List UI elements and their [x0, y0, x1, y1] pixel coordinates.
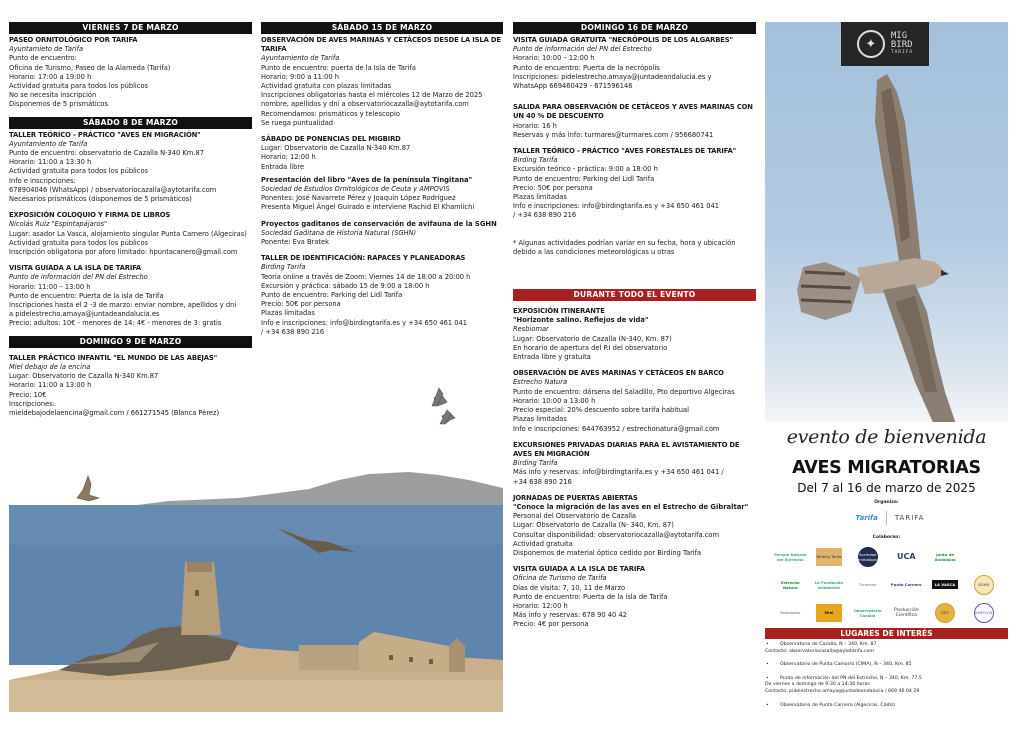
event-detail-line: Horario: 12:00 h [261, 153, 316, 162]
event-title: TALLER DE IDENTIFICACIÓN: RAPACES Y PLANEADORAS [261, 254, 466, 263]
event-organizer: Sociedad Gaditana de Historia Natural (SGHN) [261, 228, 417, 237]
event-detail-line: Presenta Miguel Ángel Guirado e interviene Rachid El Khamlichi [261, 203, 475, 212]
collaborator-logo: Junta de Andalucía [934, 551, 956, 562]
event-block [9, 264, 252, 328]
migbird-logo [841, 22, 929, 66]
logo-line-1: MIG [890, 31, 908, 41]
colaboran-label: Colaboran: [872, 535, 901, 540]
event-detail-line: Recomendamos: prismáticos y telescopio [261, 109, 400, 118]
event-organizer: Estrecho Natura [513, 378, 568, 387]
event-detail-line: Horario: 12:00 h [513, 601, 568, 610]
event-block [513, 369, 756, 433]
event-detail-line: +34 638 890 216 [513, 477, 572, 486]
event-title: PASEO ORNITOLÓGICO POR TARIFA [9, 36, 138, 44]
event-detail-line: Punto de encuentro: Puerta de la isla de Tarifa [513, 592, 668, 601]
flying-bird-icon [77, 476, 99, 501]
organizer-logos [840, 510, 940, 526]
event-detail-line: Inscripciones obligatorias hasta el miércoles 12 de Marzo de 2025 [261, 91, 483, 100]
event-detail-line: Plazas limitadas [513, 415, 567, 424]
event-block [513, 307, 756, 362]
event-detail-line: Inscripciones hasta el 2 -3 de marzo: enviar nombre, apellidos y dni [9, 301, 237, 310]
event-block [261, 36, 503, 128]
event-detail-line: Disponemos de 5 prismáticos [9, 100, 108, 109]
organiza-label: Organiza: [874, 500, 899, 505]
event-title: VISITA GUIADA A LA ISLA DE TARIFA [513, 565, 646, 574]
place-name: Observatorio de Punta Carnero (Algeciras, Cádiz) [780, 702, 896, 708]
place-detail: De viernes a domingo de 9:30 a 14:30 horas [765, 682, 870, 688]
event-title: AVES MIGRATORIAS [792, 458, 981, 478]
event-detail-line: nombre, apellidos y dni a observatoriocazalla@aytotarifa.com [261, 100, 469, 109]
event-detail-line: Punto de encuentro: Parking del Lidl Tarifa [261, 291, 403, 300]
event-block [9, 211, 252, 257]
event-organizer: Birding Tarifa [261, 263, 306, 272]
place-detail: Contacto: pidelestrecho.amaya@juntadeandalucia / 669 46 04 29 [765, 688, 920, 694]
event-organizer: Birding Tarifa [513, 459, 558, 468]
event-block [261, 220, 503, 248]
event-organizer: Resbiomar [513, 325, 549, 334]
event-title: VISITA GUIADA GRATUITA "NECRÓPOLIS DE LOS ALGARBES" [513, 36, 733, 44]
place-item [765, 662, 1008, 669]
event-title: JORNADAS DE PUERTAS ABIERTAS [513, 493, 638, 502]
collaborator-logo: Miel [816, 604, 842, 622]
event-detail-line: Horario: 10:00 a 13:00 h [513, 396, 596, 405]
event-block [9, 36, 252, 110]
event-detail-line: Horario: 16 h [513, 121, 557, 130]
event-block [513, 494, 756, 558]
event-title: SÁBADO DE PONENCIAS DEL MIGBIRD [261, 135, 401, 144]
event-detail-line: Precio: adultos: 10€ - menores de 14: 4€ - menores de 3: gratis [9, 319, 222, 328]
event-detail-line: Info e inscripciones: info@birdingtarifa.es y +34 650 461 041 [513, 202, 720, 211]
event-detail-line: Punto de encuentro: Puerta de la necrópolis [513, 63, 660, 72]
event-detail-line: a pidelestrecho.amaya@juntadeandalucia.es [9, 310, 160, 319]
event-detail-line: Punto de encuentro: observatorio de Cazalla N-340 Km.87 [9, 149, 204, 158]
event-detail-line: Lugar: Observatorio de Cazalla (N- 340, Km. 87) [513, 521, 674, 530]
event-detail-line: Inscripciones: pidelestrecho.amaya@juntadeandalucia.es y [513, 72, 712, 81]
column-2 [261, 22, 503, 344]
event-title: Presentación del libro "Aves de la península Tingitana" [261, 175, 473, 184]
event-detail-line: Días de visita: 7, 10, 11 de Marzo [513, 583, 626, 592]
event-detail-line: Excursión y práctica: sábado 15 de 9:00 a 18:00 h [261, 281, 430, 290]
event-title: SALIDA PARA OBSERVACIÓN DE CETÁCEOS Y AVES MARINAS CON UN 40 % DE DESCUENTO [513, 103, 753, 121]
place-item [765, 676, 1008, 696]
landscape-image [9, 380, 503, 712]
welcome-text: evento de bienvenida [786, 426, 987, 448]
event-title: EXPOSICIÓN COLOQUIO Y FIRMA DE LIBROS [9, 211, 171, 220]
event-detail-line: Actividad gratuita [513, 539, 573, 548]
event-title: EXPOSICIÓN ITINERANTE [513, 307, 605, 316]
logo-line-2: BIRD [890, 40, 913, 50]
event-detail-line: Disponemos de material óptico cedido por Birding Tarifa [513, 548, 702, 557]
event-detail-line: Ponentes: José Navarrete Pérez y Joaquín López Rodríguez [261, 194, 456, 203]
event-detail-line: Horario: 17:00 a 19:00 h [9, 72, 92, 81]
collaborator-logo: Birding Tarifa [816, 548, 842, 566]
collaborator-logo: Parque Natural del Estrecho [774, 551, 807, 562]
event-detail-line: Punto de encuentro: Puerta de la isla de Tarifa [9, 291, 164, 300]
event-detail-line: Info e inscripciones: info@birdingtarifa.es y +34 650 461 041 [261, 318, 468, 327]
collaborator-logo: Resbiomar [780, 610, 801, 615]
event-title: Proyectos gaditanos de conservación de avifauna de la SGHN [261, 219, 497, 228]
event-detail-line: mieldebajodelaencina@gmail.com / 661271545 (Blanca Pérez) [9, 408, 220, 417]
event-detail-line: Actividad gratuita con plazas limitadas [261, 82, 391, 91]
place-item [765, 642, 1008, 655]
logo-line-3: TARIFA [890, 50, 914, 55]
collaborator-logo: SEO [935, 603, 955, 623]
place-detail: Contacto: observatoriocazalla@aytotarifa.com [765, 648, 874, 654]
bullet-icon: • [766, 642, 769, 647]
event-detail-line: Info e inscripciones: 644763952 / estrechonatura@gmail.com [513, 424, 720, 433]
collaborator-logo: Turmares [858, 582, 877, 587]
bullet-icon: • [766, 675, 769, 681]
event-detail-line: Horario: 11:00 a 13:00 h [9, 381, 92, 390]
place-name: Observatorio de Cazalla, N – 340, Km. 87 [780, 642, 877, 647]
day-header-saturday-15: SÁBADO 15 DE MARZO [261, 22, 503, 34]
event-block [9, 131, 252, 205]
event-organizer: Sociedad de Estudios Ornitológicos de Ceuta y AMPOVIS [261, 185, 450, 194]
event-detail-line: Más info y reservas: info@birdingtarifa.es y +34 650 461 041 / [513, 468, 724, 477]
event-detail-line: Horario: 11:00 a 13:30 h [9, 158, 92, 167]
event-detail-line: / +34 638 890 216 [513, 211, 577, 220]
place-name: Observatorio de Punta Camorro (CIMA), N – 340, Km. 85 [780, 662, 912, 668]
event-detail-line: Entrada libre [261, 162, 305, 171]
event-detail-line: Precio: 4€ por persona [513, 620, 589, 629]
collaborator-logo: SGHN [974, 575, 994, 595]
event-subtitle: "Horizonte salino. Reflejos de vida" [513, 316, 649, 325]
column-3 [513, 22, 756, 637]
event-detail-line: Lugar: asador La Vasca, alojamiento singular Punta Carnero (Algeciras) [9, 229, 247, 238]
bullet-icon: • [766, 702, 769, 708]
disclaimer-note: * Algunas actividades podrían variar en su fecha, hora y ubicación debido a las condiciones meteorológicas u otras [513, 238, 736, 256]
event-detail-line: Teoría online a través de Zoom: Viernes 14 de 18:00 a 20:00 h [261, 272, 471, 281]
event-detail-line: Horario: 9:00 a 11:00 h [261, 72, 340, 81]
divider [886, 511, 887, 525]
event-detail-line: Precio: 50€ por persona [261, 300, 341, 309]
event-detail-line: Más info y reservas: 678 90 40 42 [513, 611, 627, 620]
event-detail-line: Ponente: Eva Bratek [261, 238, 330, 247]
event-block [513, 147, 756, 221]
place-name: Punto de información del PN del Estrecho, N – 340, Km. 77,5 [780, 675, 922, 681]
event-organizer: Punto de información del PN del Estrecho [9, 273, 148, 282]
event-detail-line: Punto de encuentro: [9, 54, 77, 63]
event-title: OBSERVACIÓN DE AVES MARINAS Y CETÁCEOS EN BARCO [513, 369, 724, 378]
collaborator-logo: Producción Científica [894, 607, 919, 618]
event-detail-line: Punto de encuentro: Parking del Lidl Tarifa [513, 174, 655, 183]
watchtower [181, 562, 221, 635]
event-organizer: Birding Tarifa [513, 156, 558, 165]
event-organizer: Oficina de Turismo de Tarifa [513, 574, 607, 583]
section-header-places: LUGARES DE INTERÉS [765, 628, 1008, 639]
event-detail-line: 678904046 (WhatsApp) / observatoriocazalla@aytotarifa.com [9, 185, 217, 194]
day-header-saturday-8: SÁBADO 8 DE MARZO [9, 117, 252, 129]
event-title: OBSERVACIÓN DE AVES MARINAS Y CETÁCEOS DESDE LA ISLA DE TARIFA [261, 36, 501, 54]
day-header-sunday-9: DOMINGO 9 DE MARZO [9, 336, 252, 348]
honey-buzzard-photo [765, 22, 1008, 422]
event-block [513, 565, 756, 629]
event-organizer: Punto de información del PN del Estrecho [513, 45, 652, 54]
event-detail-line: WhatsApp 669460429 - 671596146 [513, 82, 633, 91]
event-detail-line: Consultar disponibilidad: observatoriocazalla@aytotarifa.com [513, 530, 719, 539]
event-organizer: Miel debajo de la encina [9, 362, 91, 371]
event-detail-line: Lugar: Observatorio de Cazalla (N-340, Km. 87) [513, 334, 672, 343]
event-block [261, 176, 503, 213]
day-header-sunday-16: DOMINGO 16 DE MARZO [513, 22, 756, 34]
event-detail-line: Oficina de Turismo, Paseo de la Alameda (Tarifa) [9, 63, 171, 72]
cover-panel [765, 22, 1008, 712]
event-detail-line: Inscripción obligatoria por aforo limitado: hpuntacanero@gmail.com [9, 248, 238, 257]
event-detail-line: Inscripciones: [9, 399, 55, 408]
places-of-interest [765, 642, 1008, 716]
event-detail-line: Plazas limitadas [261, 309, 315, 318]
collaborator-logos [773, 543, 1001, 626]
section-header-all-event: DURANTE TODO EL EVENTO [513, 289, 756, 301]
event-detail-line: Punto de encuentro: puerta de la Isla de Tarifa [261, 63, 416, 72]
event-detail-line: Actividad gratuita para todos los públicos [9, 82, 149, 91]
raptor-image [765, 22, 1008, 422]
event-detail-line: Precio especial: 20% descuento sobre tarifa habitual [513, 406, 689, 415]
event-block [261, 254, 503, 337]
event-subtitle: "Conoce la migración de las aves en el Estrecho de Gibraltar" [513, 502, 749, 511]
event-organizer: Ayuntamieto de Tarifa [9, 45, 84, 54]
collaborator-logo: Sociedad Ornitológica [858, 547, 878, 567]
event-title: TALLER TEÓRICO - PRÁCTICO "AVES FORESTALES DE TARIFA" [513, 147, 736, 156]
event-organizer: Nicolás Ruíz "Espintapájaros" [9, 220, 108, 229]
event-title: TALLER TEÓRICO - PRÁCTICO "AVES EN MIGRACIÓN" [9, 130, 201, 139]
event-detail-line: Info e inscripciones: [9, 176, 76, 185]
event-detail-line: Lugar: Observatorio de Cazalla N-340 Km.87 [9, 372, 159, 381]
event-block [513, 103, 756, 140]
event-detail-line: Reservas y más info: turmares@turmares.com / 956680741 [513, 130, 714, 139]
event-detail-line: Horario: 11:00 – 13:00 h [9, 282, 91, 291]
tarifa-organizer-logo: Tarifa [855, 514, 878, 522]
event-title: TALLER PRÁCTICO INFANTIL "EL MUNDO DE LAS ABEJAS" [9, 353, 218, 362]
event-detail-line: Actividad gratuita para todos los públicos [9, 238, 149, 247]
event-detail-line: Necesarios prismáticos (disponemos de 5 prismáticos) [9, 195, 192, 204]
stork-pair-icon [432, 388, 455, 424]
bullet-icon: • [766, 662, 769, 668]
event-detail-line: Actividad gratuita para todos los públicos [9, 167, 149, 176]
event-organizer: Ayuntamiento de Tarifa [261, 54, 340, 63]
collaborator-logo: Estrecho Natura [780, 579, 800, 590]
event-dates: Del 7 al 16 de marzo de 2025 [797, 481, 976, 495]
day-header-friday-7: VIERNES 7 DE MARZO [9, 22, 252, 34]
event-detail-line: Precio: 50€ por persona [513, 183, 593, 192]
place-item [765, 703, 1008, 710]
column-1 [9, 22, 252, 425]
event-detail-line: Personal del Observatorio de Cazalla [513, 512, 637, 521]
event-detail-line: Entrada libre y gratuita [513, 353, 591, 362]
event-detail-line: Lugar: Observatorio de Cazalla N-340 Km.87 [261, 144, 411, 153]
event-detail-line: Se ruega puntualidad [261, 118, 334, 127]
event-block [261, 135, 503, 172]
collaborator-logo: UCA [897, 552, 916, 561]
coastal-illustration [9, 380, 503, 712]
collaborator-logo: Observatorio Cazalla [853, 607, 882, 618]
event-block [513, 36, 756, 91]
event-detail-line: En horario de apertura del P.I del observatorio [513, 343, 668, 352]
tarifa-city-logo: TARIFA [894, 514, 925, 522]
event-title: VISITA GUIADA A LA ISLA DE TARIFA [9, 264, 142, 273]
collaborator-logo: AMPOVIS [974, 603, 994, 623]
collaborator-logo: Punta Carnero [890, 582, 922, 587]
event-block [513, 441, 756, 487]
event-detail-line: Precio: 10€ [9, 390, 47, 399]
event-detail-line: Horario: 10:00 – 12:00 h [513, 54, 595, 63]
event-title: EXCURSIONES PRIVADAS DIARIAS PARA EL AVISTAMIENTO DE AVES EN MIGRACIÓN [513, 440, 740, 458]
collaborator-logo: La Fundación Ambiental [814, 579, 844, 590]
event-detail-line: / +34 638 890 216 [261, 327, 325, 336]
event-detail-line: Plazas limitadas [513, 193, 567, 202]
event-detail-line: No se necesita inscripción [9, 91, 97, 100]
collaborator-logo: LA VASCA [932, 580, 959, 589]
bird-icon: ✦ [857, 30, 885, 58]
event-detail-line: Punto de encuentro: dársena del Saladillo, Pto deportivo Algeciras [513, 387, 735, 396]
event-detail-line: Excursión teórico - práctica: 9:00 a 18:00 h [513, 165, 658, 174]
event-organizer: Ayuntamiento de Tarifa [9, 139, 88, 148]
